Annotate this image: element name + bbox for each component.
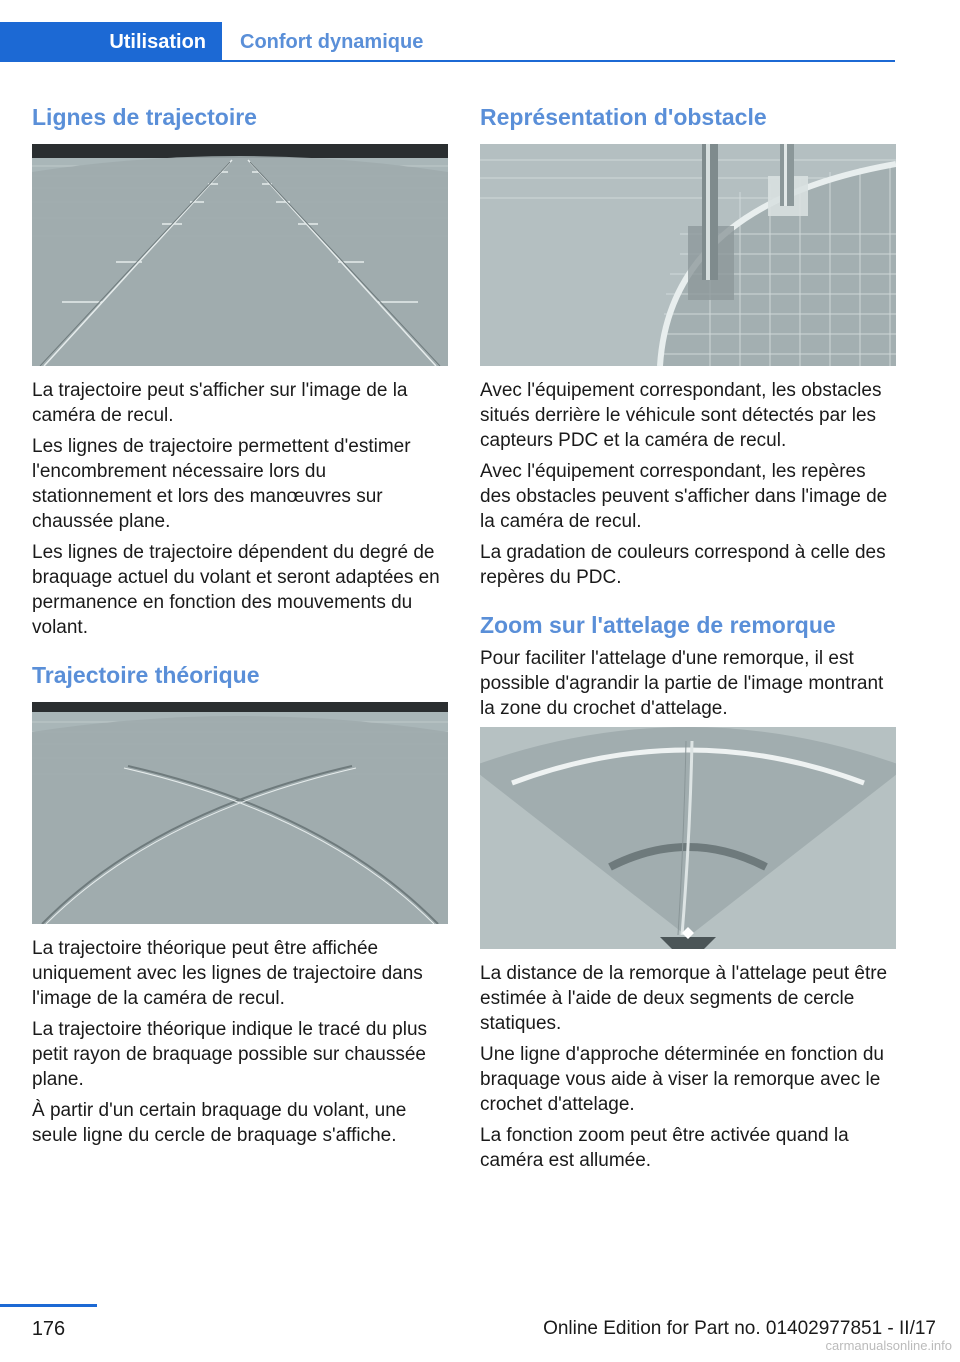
left-column bbox=[32, 96, 448, 1154]
figure-trailer-hitch-zoom bbox=[480, 727, 896, 949]
paragraph: Pour faciliter l'attelage d'une remorque, il est possible d'agrandir la partie de l'image montrant la zone du crochet d'attelage. bbox=[480, 648, 884, 719]
paragraph: La fonction zoom peut être activée quand la caméra est allumée. bbox=[480, 1125, 849, 1171]
section-title-lignes-de-trajectoire: Lignes de trajectoire bbox=[32, 104, 257, 130]
figure-theoretical-trajectory bbox=[32, 702, 448, 924]
tab-confort-dynamique[interactable]: Confort dynamique bbox=[240, 30, 424, 53]
paragraph: Les lignes de trajectoire dépendent du degré de braquage actuel du volant et seront adaptées en permanence en fonction des mouvements du volant. bbox=[32, 542, 440, 638]
obstacle-image bbox=[480, 144, 896, 366]
paragraph: La distance de la remorque à l'attelage peut être estimée à l'aide de deux segments de cercle statiques. bbox=[480, 963, 888, 1034]
paragraph: Les lignes de trajectoire permettent d'estimer l'encombrement nécessaire lors du stationnement et lors des manœuvres sur chaussée plane. bbox=[32, 436, 411, 532]
paragraph: Avec l'équipement correspondant, les obstacles situés derrière le véhicule sont détectés par les capteurs PDC et la caméra de recul. bbox=[480, 380, 882, 451]
section-title-representation-obstacle: Représentation d'obstacle bbox=[480, 104, 767, 130]
header-bar bbox=[0, 0, 960, 62]
trajectory-lines-image bbox=[32, 144, 448, 366]
section-title-trajectoire-theorique: Trajectoire théorique bbox=[32, 662, 260, 688]
trailer-hitch-zoom-image bbox=[480, 727, 896, 949]
paragraph: La trajectoire théorique peut être affichée uniquement avec les lignes de trajectoire dans l'image de la caméra de recul. bbox=[32, 938, 423, 1009]
paragraph: La trajectoire théorique indique le tracé du plus petit rayon de braquage possible sur chaussée plane. bbox=[32, 1019, 428, 1090]
paragraph: Une ligne d'approche déterminée en fonction du braquage vous aide à viser la remorque avec le crochet d'attelage. bbox=[480, 1044, 884, 1115]
figure-trajectory-lines bbox=[32, 144, 448, 366]
header-rule bbox=[222, 60, 895, 62]
paragraph: La gradation de couleurs correspond à celle des repères du PDC. bbox=[480, 542, 886, 588]
theoretical-trajectory-image bbox=[32, 702, 448, 924]
paragraph: À partir d'un certain braquage du volant, une seule ligne du cercle de braquage s'affiche. bbox=[32, 1100, 407, 1146]
edition-text: Online Edition for Part no. 01402977851 - II/17 bbox=[543, 1318, 936, 1339]
paragraph: Avec l'équipement correspondant, les repères des obstacles peuvent s'afficher dans l'image de la caméra de recul. bbox=[480, 461, 888, 532]
figure-obstacle bbox=[480, 144, 896, 366]
paragraph: La trajectoire peut s'afficher sur l'image de la caméra de recul. bbox=[32, 380, 408, 426]
right-column bbox=[480, 96, 896, 1179]
page-number: 176 bbox=[31, 1318, 66, 1340]
watermark: carmanualsonline.info bbox=[825, 1338, 952, 1353]
tab-utilisation[interactable]: Utilisation bbox=[0, 22, 222, 62]
footer-rule bbox=[0, 1304, 97, 1307]
section-title-zoom-attelage: Zoom sur l'attelage de remorque bbox=[480, 612, 836, 638]
